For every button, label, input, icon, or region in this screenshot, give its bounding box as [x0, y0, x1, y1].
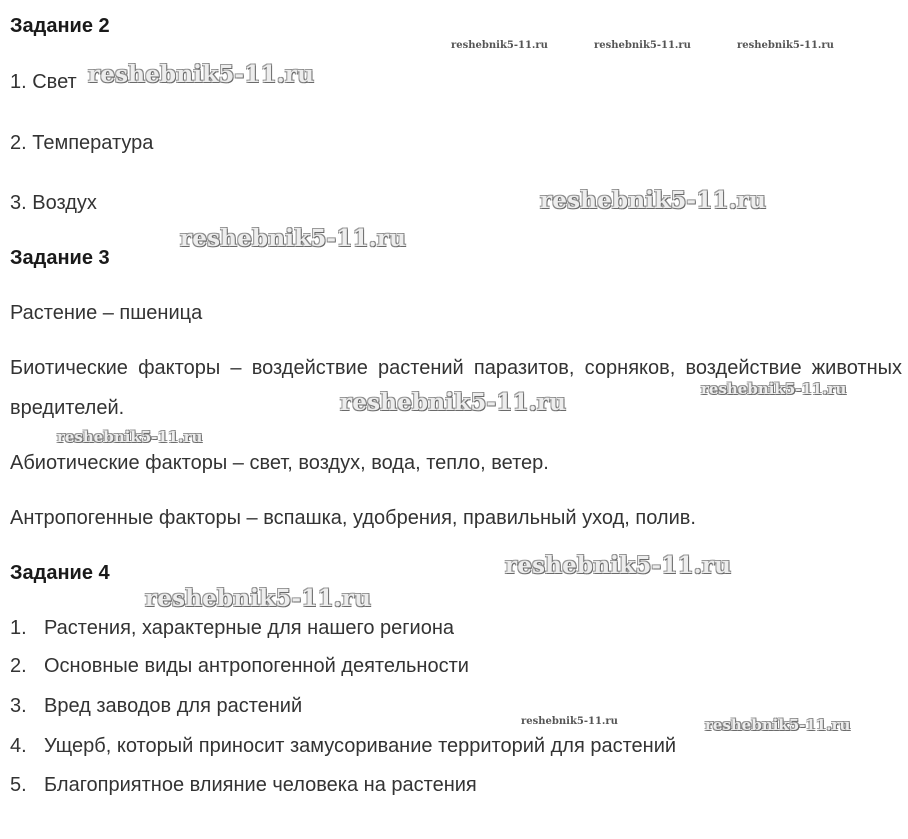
watermark-text: reshebnik5-11.ru	[180, 225, 407, 252]
task4-item-text: Основные виды антропогенной деятельности	[44, 655, 469, 677]
task4-item-text: Вред заводов для растений	[44, 695, 303, 717]
task2-item-3: 3. Воздух	[10, 192, 97, 214]
task2-item-2: 2. Температура	[10, 132, 154, 154]
watermark-text: reshebnik5-11.ru	[521, 716, 618, 727]
watermark-text: reshebnik5-11.ru	[594, 40, 691, 51]
task4-item-number: 2.	[10, 655, 27, 677]
watermark-text: reshebnik5-11.ru	[451, 40, 548, 51]
task4-item-number: 3.	[10, 695, 27, 717]
task4-heading: Задание 4	[10, 562, 110, 584]
watermark-text: reshebnik5-11.ru	[737, 40, 834, 51]
watermark-text: reshebnik5-11.ru	[340, 389, 567, 416]
task2-heading: Задание 2	[10, 15, 110, 37]
task4-item-number: 1.	[10, 617, 27, 639]
task2-item-1: 1. Свет	[10, 71, 77, 93]
task3-heading: Задание 3	[10, 247, 110, 269]
watermark-text: reshebnik5-11.ru	[505, 552, 732, 579]
task4-item-number: 5.	[10, 774, 27, 796]
watermark-text: reshebnik5-11.ru	[57, 428, 203, 446]
task4-item-number: 4.	[10, 735, 27, 757]
task4-item-text: Благоприятное влияние человека на растения	[44, 774, 477, 796]
task3-plant: Растение – пшеница	[10, 302, 203, 324]
watermark-text: reshebnik5-11.ru	[88, 61, 315, 88]
watermark-text: reshebnik5-11.ru	[540, 187, 767, 214]
task3-anthropogenic-factors: Антропогенные факторы – вспашка, удобрения, правильный уход, полив.	[10, 507, 696, 529]
task4-item-text: Ущерб, который приносит замусоривание территорий для растений	[44, 735, 677, 757]
task4-item-text: Растения, характерные для нашего региона	[44, 617, 455, 639]
watermark-text: reshebnik5-11.ru	[701, 380, 847, 398]
task3-abiotic-factors: Абиотические факторы – свет, воздух, вода, тепло, ветер.	[10, 452, 549, 474]
watermark-text: reshebnik5-11.ru	[705, 716, 851, 734]
task3-biotic-factors: Биотические факторы – воздействие растений паразитов, сорняков, воздействие животных вредителей.	[10, 357, 902, 419]
watermark-text: reshebnik5-11.ru	[145, 585, 372, 612]
